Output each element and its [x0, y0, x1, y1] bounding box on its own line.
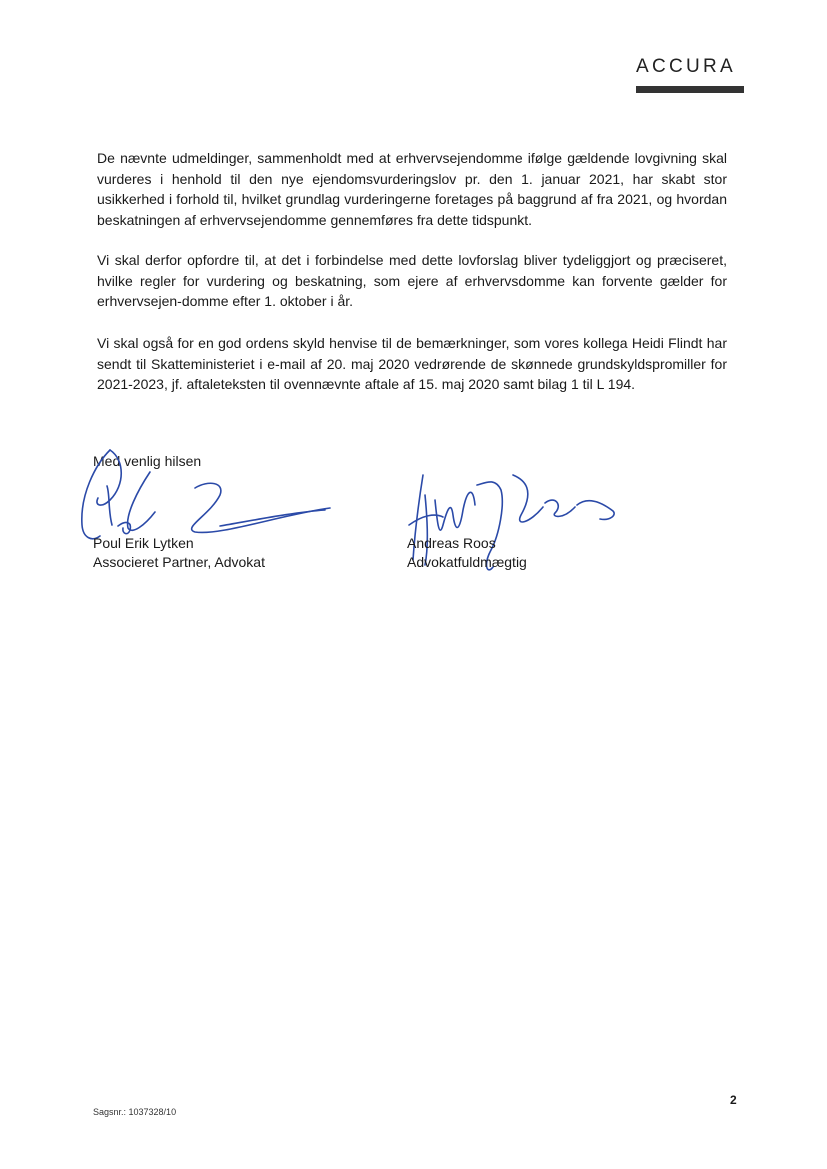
- signatory-1-name: Poul Erik Lytken: [93, 535, 194, 551]
- page-number: 2: [730, 1093, 737, 1107]
- case-number: Sagsnr.: 1037328/10: [93, 1107, 177, 1117]
- body-paragraph-3: Vi skal også for en god ordens skyld henvise til de bemærkninger, som vores kollega Heidi Flindt har sendt til Skatteministeriet i e-mail af 20. maj 2020 vedrørende de skønnede grundskyldspromiller for 2021-2023, jf. aftaleteksten til ovennævnte aftale af 15. maj 2020 samt bilag 1 til L 194.: [97, 335, 727, 392]
- signatory-2-title: Advokatfuldmægtig: [407, 554, 527, 570]
- body-paragraph-1: De nævnte udmeldinger, sammenholdt med at erhvervsejendomme ifølge gældende lovgivning skal vurderes i henhold til den nye ejendomsvurderingslov pr. den 1. januar 2021, har skabt stor usikkerhed i forhold til, hvilket grundlag vurderingerne foretages på baggrund af fra 2021, og hvordan beskatningen af erhvervsejendomme gennemføres fra dette tidspunkt.: [97, 150, 727, 228]
- logo-underline-bar: [636, 86, 744, 93]
- signatory-1-title: Associeret Partner, Advokat: [93, 554, 265, 570]
- closing-greeting: Med venlig hilsen: [93, 453, 202, 469]
- signatory-2-name: Andreas Roos: [407, 535, 496, 551]
- body-paragraph-2: Vi skal derfor opfordre til, at det i forbindelse med dette lovforslag bliver tydeliggjort og præciseret, hvilke regler for vurdering og beskatning, som ejere af erhvervsdomme kan forvente gælder for erhvervsejen-domme efter 1. oktober i år.: [97, 252, 727, 309]
- company-logo: ACCURA: [636, 56, 737, 77]
